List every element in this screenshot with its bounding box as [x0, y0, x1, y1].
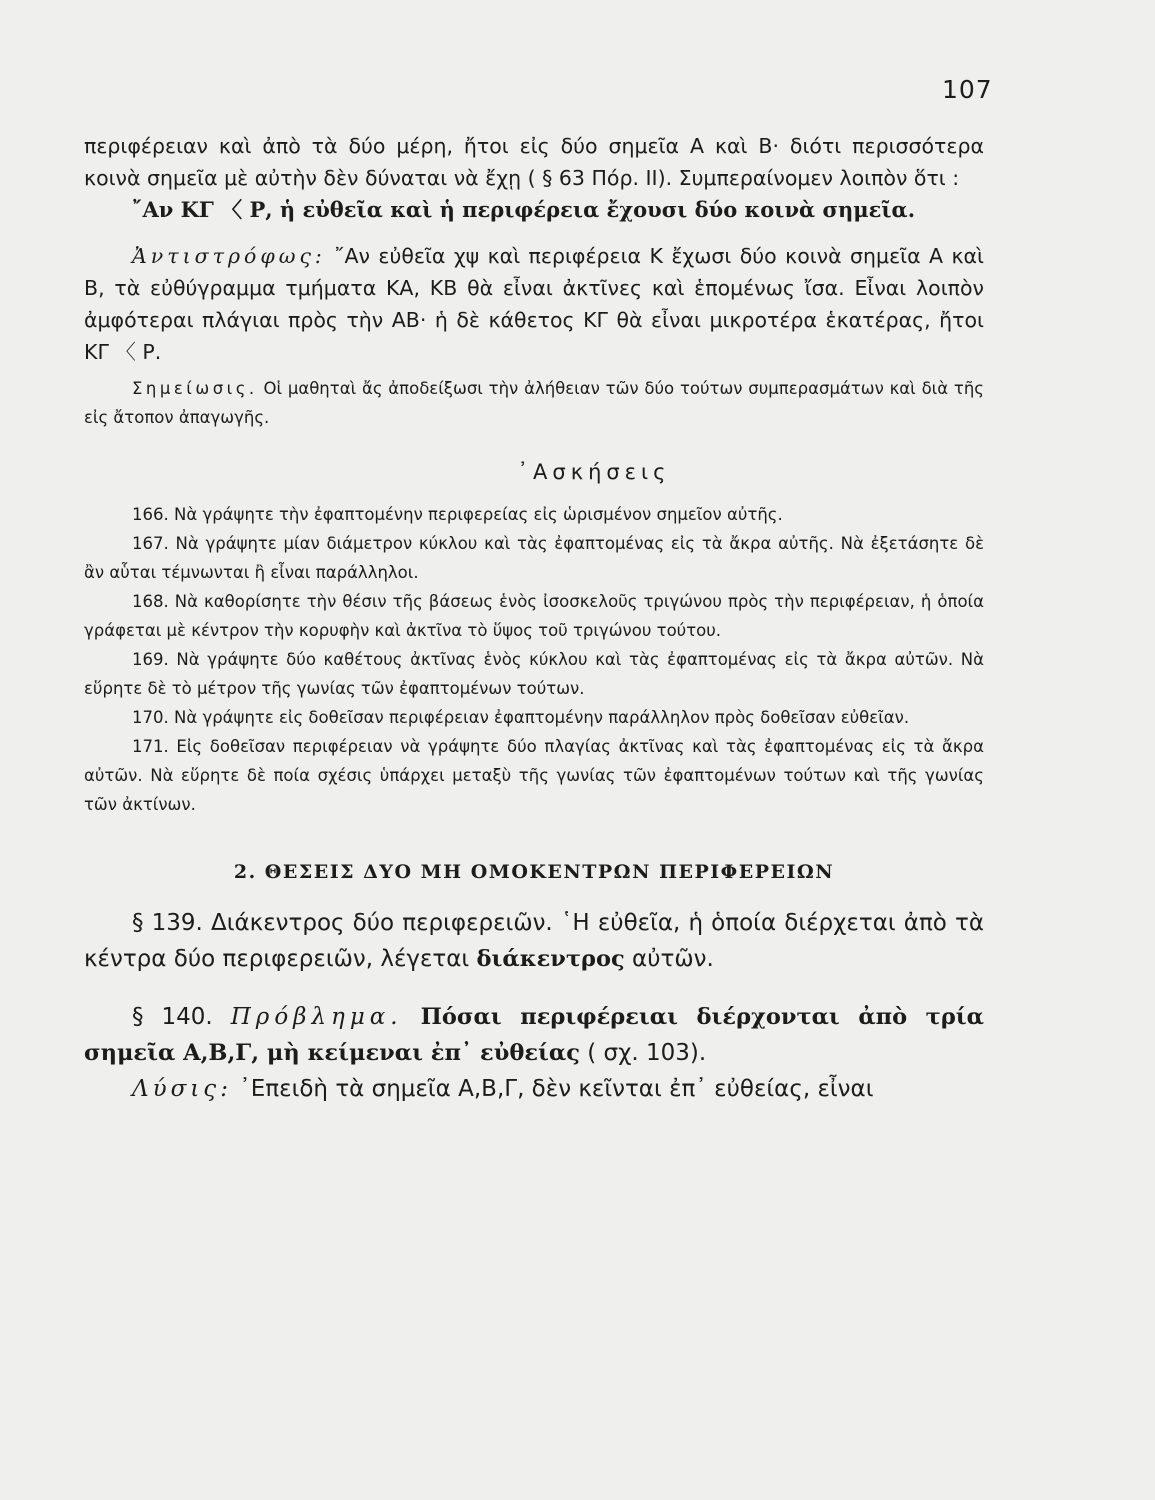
paragraph-139-text-b: αὐτῶν. [632, 946, 714, 972]
solution-paragraph [84, 1071, 984, 1107]
section-heading: 2. ΘΕΣΕΙΣ ΔΥΟ ΜΗ ΟΜΟΚΕΝΤΡΩΝ ΠΕΡΙΦΕΡΕΙΩΝ [233, 861, 835, 883]
exercises-heading: ᾿Ασκήσεις [517, 460, 671, 484]
paragraph-139 [84, 905, 984, 977]
note-paragraph [84, 374, 984, 432]
intro-paragraph: περιφέρειαν καὶ ἀπὸ τὰ δύο μέρη, ἤτοι εἰς δύο σημεῖα Α καὶ Β· διότι περισσότερα κοινὰ σημεῖα μὲ αὐτὴν δὲν δύναται νὰ ἔχῃ ( § 63 Πόρ. ΙΙ). Συμπεραίνομεν λοιπὸν ὅτι : [84, 134, 984, 190]
exercise-list [84, 500, 984, 819]
page-number: 107 [942, 75, 993, 104]
paragraph-140-question: Πόσαι περιφέρειαι διέρχονται ἀπὸ τρία σημεῖα Α,Β,Γ, μὴ κείμεναι ἐπ᾿ εὐθείας [84, 1004, 984, 1066]
converse-label: Ἀντιστρόφως: [132, 244, 326, 268]
note-label: Σημείωσις. [132, 379, 258, 398]
exercise-item: 170. Νὰ γράψητε εἰς δοθεῖσαν περιφέρειαν ἐφαπτομένην παράλληλον πρὸς δοθεῖσαν εὐθεῖαν. [132, 708, 910, 727]
paragraph-140-ref: ( σχ. 103). [587, 1040, 707, 1066]
solution-label: Λύσις: [132, 1076, 232, 1102]
paragraph-140-number: § 140. [132, 1004, 213, 1030]
exercise-item: 171. Εἰς δοθεῖσαν περιφέρειαν νὰ γράψητε δύο πλαγίας ἀκτῖνας καὶ τὰς ἐφαπτομένας εἰς τὰ ἄκρα αὐτῶν. Νὰ εὕρητε δὲ ποία σχέσις ὑπάρχει μεταξὺ τῆς γωνίας τῶν ἐφαπτομένων τούτων καὶ τῆς γωνίας τῶν ἀκτίνων. [84, 737, 984, 814]
page-body [84, 130, 984, 1107]
exercise-item: 167. Νὰ γράψητε μίαν διάμετρον κύκλου καὶ τὰς ἐφαπτομένας εἰς τὰ ἄκρα αὐτῆς. Νὰ ἐξετάσητε δὲ ἂν αὗται τέμνωνται ἢ εἶναι παράλληλοι. [84, 534, 984, 582]
paragraph-139-text-a: ῾Η εὐθεῖα, ἡ ὁποία διέρχεται ἀπὸ τὰ κέντρα δύο περιφερειῶν, λέγεται [84, 910, 985, 972]
note-text: Οἱ μαθηταὶ ἄς ἀποδείξωσι τὴν ἀλήθειαν τῶν δύο τούτων συμπερασμάτων καὶ διὰ τῆς εἰς ἄτοπον ἀπαγωγῆς. [84, 379, 984, 427]
converse-paragraph [84, 240, 984, 368]
exercise-item: 166. Νὰ γράψητε τὴν ἐφαπτομένην περιφερείας εἰς ὡρισμένον σημεῖον αὐτῆς. [132, 505, 783, 524]
solution-text: ᾿Επειδὴ τὰ σημεῖα Α,Β,Γ, δὲν κεῖνται ἐπ᾿ εὐθείας, εἶναι [239, 1076, 874, 1102]
paragraph-140-label: Πρόβλημα. [230, 1004, 403, 1030]
conclusion-statement: ῎Αν ΚΓ 〈 Ρ, ἡ εὐθεῖα καὶ ἡ περιφέρεια ἔχουσι δύο κοινὰ σημεῖα. [132, 197, 916, 222]
converse-text: ῎Αν εὐθεῖα χψ καὶ περιφέρεια Κ ἔχωσι δύο κοινὰ σημεῖα Α καὶ Β, τὰ εὐθύγραμμα τμήματα ΚΑ, ΚΒ θὰ εἶναι ἀκτῖνες καὶ ἑπομένως ἴσα. Εἶναι λοιπὸν ἀμφότεραι πλάγιαι πρὸς τὴν ΑΒ· ἡ δὲ κάθετος ΚΓ θὰ εἶναι μικροτέρα ἑκατέρας, ἤτοι ΚΓ 〈 Ρ. [84, 244, 984, 364]
exercise-item: 168. Νὰ καθορίσητε τὴν θέσιν τῆς βάσεως ἑνὸς ἰσοσκελοῦς τριγώνου πρὸς τὴν περιφέρειαν, ἡ ὁποία γράφεται μὲ κέντρον τὴν κορυφὴν καὶ ἀκτῖνα τὸ ὕψος τοῦ τριγώνου τούτου. [84, 592, 984, 640]
term-diakentros: διάκεντρος [476, 946, 625, 972]
paragraph-140 [84, 999, 984, 1071]
exercise-item: 169. Νὰ γράψητε δύο καθέτους ἀκτῖνας ἑνὸς κύκλου καὶ τὰς ἐφαπτομένας εἰς τὰ ἄκρα αὐτῶν. Νὰ εὕρητε δὲ τὸ μέτρον τῆς γωνίας τῶν ἐφαπτομένων τούτων. [84, 650, 984, 698]
paragraph-139-label: § 139. Διάκεντρος δύο περιφερειῶν. [132, 910, 553, 936]
